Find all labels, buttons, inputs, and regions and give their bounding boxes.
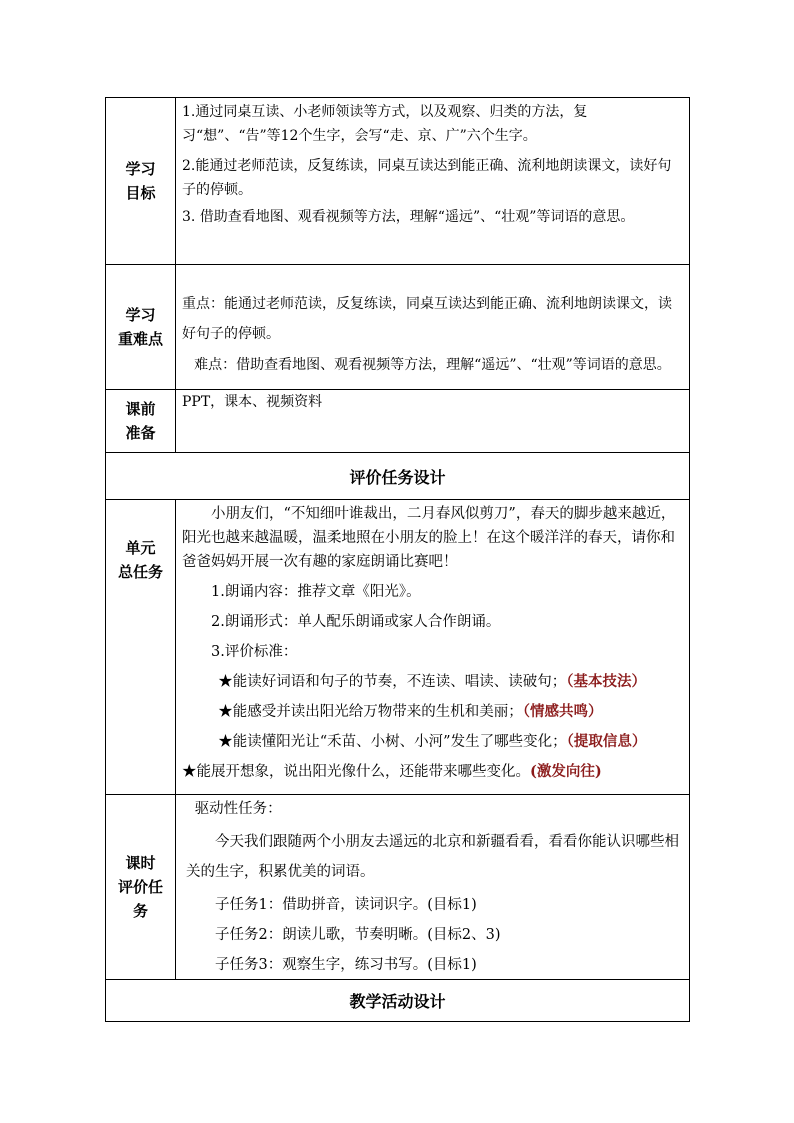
preparation-text: PPT，课本、视频资料 xyxy=(182,394,323,410)
goal-item-1: 1.通过同桌互读、小老师领读等方式，以及观察、归类的方法，复习“想”、“告”等12个生字，会写“走、京、广”六个生字。 xyxy=(182,104,588,144)
section-header-evaluation: 评价任务设计 xyxy=(106,453,690,500)
key-point-text: 重点：能通过老师范读，反复练读，同桌互读达到能正确、流利地朗读课文，读好句子的停顿。 xyxy=(182,296,672,342)
criterion-4 xyxy=(182,760,683,784)
row-activity-header xyxy=(106,980,690,1022)
criterion-1-tag: （基本技法） xyxy=(566,673,646,690)
label-learning-goals-text: 学习 目标 xyxy=(125,160,156,202)
row-preparation xyxy=(106,390,690,453)
cell-lesson-task xyxy=(176,795,690,980)
label-key-points-text: 学习 重难点 xyxy=(117,306,163,348)
goal-item-3: 3. 借助查看地图、观看视频等方法，理解“遥远”、“壮观”等词语的意思。 xyxy=(182,209,635,225)
row-unit-task xyxy=(106,500,690,795)
drive-task-text: 今天我们跟随两个小朋友去遥远的北京和新疆看看，看看你能认识哪些相关的生字，积累优美的词语。 xyxy=(186,834,679,880)
row-learning-goals xyxy=(106,98,690,265)
unit-task-item-2: 2.朗诵形式：单人配乐朗诵或家人合作朗诵。 xyxy=(211,614,501,630)
criterion-1 xyxy=(182,670,683,694)
section-header-activity: 教学活动设计 xyxy=(106,980,690,1022)
cell-preparation xyxy=(176,390,690,453)
criterion-2-text: ★能感受并读出阳光给万物带来的生机和美丽； xyxy=(218,704,523,720)
difficult-point-text: 难点：借助查看地图、观看视频等方法，理解“遥远”、“壮观”等词语的意思。 xyxy=(194,357,671,373)
subtask-1: 子任务1：借助拼音，读词识字。(目标1) xyxy=(215,897,477,913)
subtask-3: 子任务3：观察生字，练习书写。(目标1) xyxy=(215,957,477,973)
unit-task-item-3: 3.评价标准： xyxy=(211,644,298,660)
criterion-2-tag: （情感共鸣） xyxy=(522,703,603,720)
criterion-3 xyxy=(182,730,683,754)
unit-task-item-1: 1.朗诵内容：推荐文章《阳光》。 xyxy=(211,584,421,600)
label-learning-goals xyxy=(106,98,176,265)
criterion-3-tag: （提取信息） xyxy=(566,733,647,750)
criterion-4-text: ★能展开想象，说出阳光像什么，还能带来哪些变化。 xyxy=(182,764,530,780)
label-lesson-task xyxy=(106,795,176,980)
label-key-points xyxy=(106,265,176,390)
label-preparation-text: 课前 准备 xyxy=(125,400,156,442)
unit-task-intro: 小朋友们，“不知细叶谁裁出，二月春风似剪刀”，春天的脚步越来越近，阳光也越来越温暖，温柔地照在小朋友的脸上！在这个暖洋洋的春天，请你和爸爸妈妈开展一次有趣的家庭朗诵比赛吧！ xyxy=(182,506,676,570)
criterion-1-text: ★能读好词语和句子的节奏，不连读、唱读、读破句； xyxy=(218,674,567,690)
lesson-plan-table xyxy=(105,97,690,1022)
label-preparation xyxy=(106,390,176,453)
criterion-4-tag: (激发向往) xyxy=(530,763,602,780)
subtask-2: 子任务2：朗读儿歌，节奏明晰。(目标2、3) xyxy=(215,927,501,943)
cell-unit-task xyxy=(176,500,690,795)
label-unit-task-text: 单元 总任务 xyxy=(117,539,163,581)
goal-item-2: 2.能通过老师范读，反复练读，同桌互读达到能正确、流利地朗读课文，读好句子的停顿。 xyxy=(182,158,672,198)
row-key-points xyxy=(106,265,690,390)
cell-key-points xyxy=(176,265,690,390)
label-unit-task xyxy=(106,500,176,795)
row-lesson-task xyxy=(106,795,690,980)
criterion-3-text: ★能读懂阳光让“禾苗、小树、小河”发生了哪些变化； xyxy=(218,734,567,750)
drive-task-label: 驱动性任务： xyxy=(194,801,282,817)
criterion-2 xyxy=(182,700,683,724)
row-eval-header xyxy=(106,453,690,500)
label-lesson-task-text: 课时 评价任 务 xyxy=(117,854,163,920)
cell-learning-goals xyxy=(176,98,690,265)
